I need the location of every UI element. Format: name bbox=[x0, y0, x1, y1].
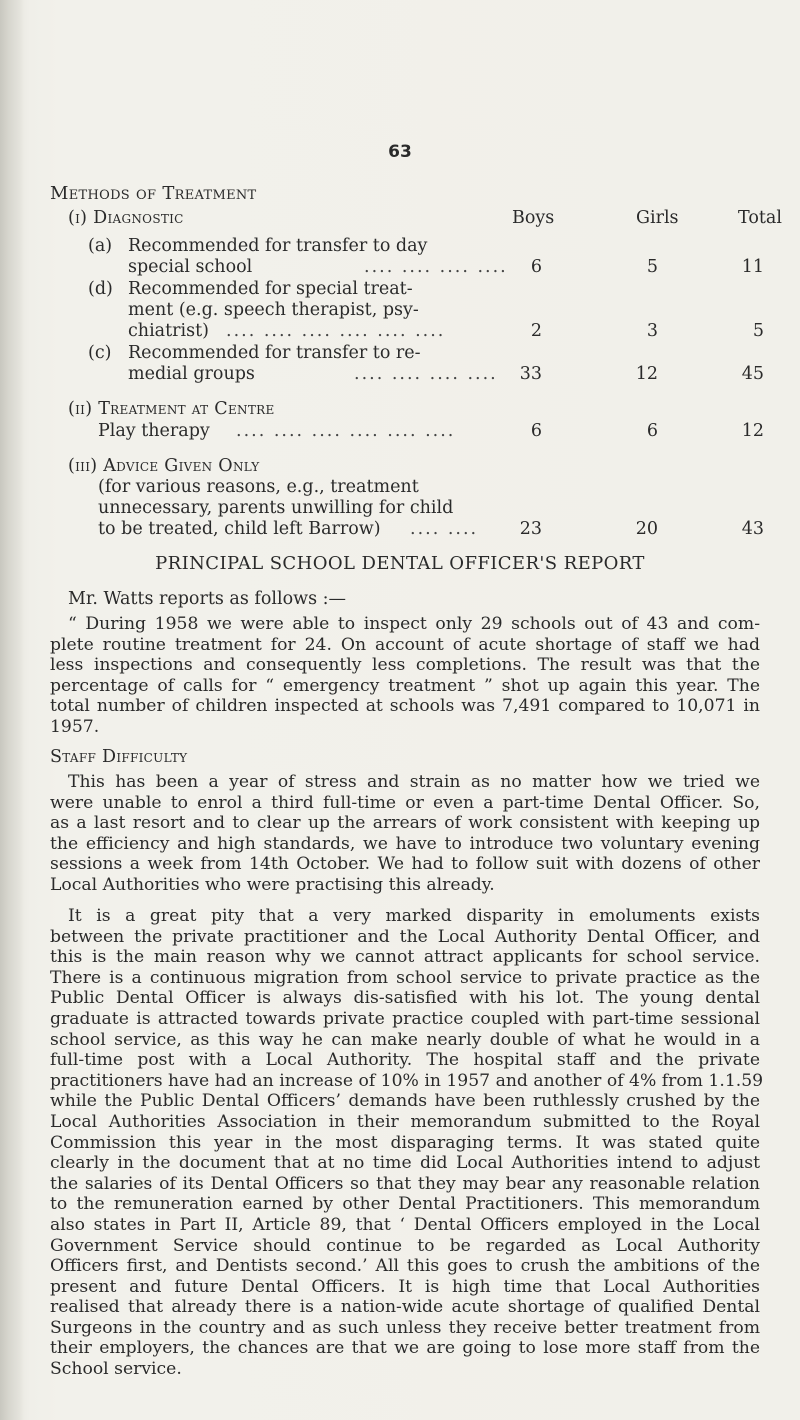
group-heading-treatment-at-centre: (ii) Treatment at Centre bbox=[68, 399, 275, 419]
paragraph-line: Public Dental Officer is always dis-satisfied with his lot. The young dental bbox=[50, 988, 760, 1009]
cell-girls: 3 bbox=[646, 321, 658, 341]
paragraph-line: present and future Dental Officers. It is high time that Local Authorities bbox=[50, 1276, 760, 1297]
cell-total: 11 bbox=[741, 257, 764, 277]
row-label-line: Recommended for transfer to day bbox=[128, 236, 428, 256]
cell-girls: 5 bbox=[646, 257, 658, 277]
column-header-boys: Boys bbox=[512, 208, 555, 228]
paragraph-line: school service, as this way he can make nearly double of what he would in a bbox=[50, 1029, 760, 1050]
paragraph-emoluments bbox=[50, 906, 764, 1380]
paragraph-line: full-time post with a Local Authority. The hospital staff and the private bbox=[50, 1050, 760, 1071]
cell-boys: 6 bbox=[530, 257, 542, 277]
cell-boys: 33 bbox=[519, 364, 542, 384]
leader-dots: .... .... .... .... .... .... bbox=[236, 421, 456, 441]
paragraph-line: while the Public Dental Officers’ demands have been ruthlessly crushed by the bbox=[50, 1091, 760, 1112]
paragraph-line: were unable to enrol a third full-time or even a part-time Dental Officer. So, bbox=[50, 792, 760, 813]
cell-total: 5 bbox=[752, 321, 764, 341]
paragraph-line: graduate is attracted towards private practice coupled with part-time sessional bbox=[50, 1008, 760, 1029]
row-marker: (d) bbox=[88, 279, 113, 299]
paragraph-line: Commission this year in the most disparaging terms. It was stated quite bbox=[50, 1132, 760, 1153]
section-heading: Methods of Treatment bbox=[50, 183, 257, 204]
paragraph-line: Local Authorities Association in their memorandum submitted to the Royal bbox=[50, 1111, 760, 1132]
leader-dots: .... .... .... .... bbox=[364, 257, 508, 277]
group-heading-advice-given-only: (iii) Advice Given Only bbox=[68, 456, 260, 476]
row-label-line: ment (e.g. speech therapist, psy- bbox=[128, 300, 419, 320]
paragraph-line: This has been a year of stress and strain as no matter how we tried we bbox=[68, 772, 760, 792]
paragraph-line: also states in Part II, Article 89, that ‘ Dental Officers employed in the Local bbox=[50, 1214, 760, 1235]
paragraph-line: Surgeons in the country and as such unless they receive better treatment from bbox=[50, 1317, 760, 1338]
leader-dots: .... .... bbox=[410, 519, 479, 539]
paragraph-line: plete routine treatment for 24. On account of acute shortage of staff we had bbox=[50, 634, 760, 655]
paragraph-line: School service. bbox=[50, 1359, 182, 1380]
intro-line: Mr. Watts reports as follows :— bbox=[68, 589, 347, 609]
paragraph-line: practitioners have had an increase of 10% in 1957 and another of 4% from 1.1.59 bbox=[50, 1070, 764, 1091]
paragraph-line: 1957. bbox=[50, 716, 100, 737]
cell-girls: 6 bbox=[646, 421, 658, 441]
cell-total: 45 bbox=[741, 364, 764, 384]
group-heading-diagnostic: (i) Diagnostic bbox=[68, 208, 184, 228]
row-marker: (c) bbox=[88, 343, 112, 363]
paragraph-line: clearly in the document that at no time did Local Authorities intend to adjust bbox=[50, 1153, 760, 1174]
report-title: PRINCIPAL SCHOOL DENTAL OFFICER'S REPORT bbox=[155, 553, 645, 574]
paragraph-line: less inspections and consequently less completions. The result was that the bbox=[50, 655, 760, 676]
row-label-line: Recommended for transfer to re- bbox=[128, 343, 421, 363]
leader-dots: .... .... .... .... .... .... bbox=[226, 321, 446, 341]
subheading-staff-difficulty: Staff Difficulty bbox=[50, 747, 188, 767]
paragraph-line: sessions a week from 14th October. We had to follow suit with dozens of other bbox=[50, 854, 760, 875]
row-label-line: Recommended for special treat- bbox=[128, 279, 413, 299]
paragraph-inspections bbox=[50, 614, 760, 738]
cell-girls: 20 bbox=[635, 519, 658, 539]
paragraph-line: Local Authorities who were practising this already. bbox=[50, 874, 495, 895]
row-label-line: unnecessary, parents unwilling for child bbox=[98, 498, 454, 518]
cell-boys: 6 bbox=[530, 421, 542, 441]
cell-girls: 12 bbox=[635, 364, 658, 384]
paragraph-line: this is the main reason why we cannot attract applicants for school service. bbox=[50, 947, 760, 968]
page-binding-edge bbox=[0, 0, 24, 1420]
row-label-line: chiatrist) bbox=[128, 321, 209, 341]
paragraph-line: between the private practitioner and the Local Authority Dental Officer, and bbox=[50, 926, 760, 947]
paragraph-line: their employers, the chances are that we are going to lose more staff from the bbox=[50, 1338, 760, 1359]
paragraph-line: to the remuneration earned by other Dental Practitioners. This memorandum bbox=[50, 1194, 760, 1215]
cell-total: 12 bbox=[741, 421, 764, 441]
paragraph-line: percentage of calls for “ emergency treatment ” shot up again this year. The bbox=[50, 675, 760, 696]
cell-boys: 2 bbox=[530, 321, 542, 341]
cell-total: 43 bbox=[741, 519, 764, 539]
paragraph-line: the efficiency and high standards, we have to introduce two voluntary evening bbox=[50, 833, 760, 854]
cell-boys: 23 bbox=[519, 519, 542, 539]
paragraph-staff-difficulty bbox=[50, 772, 760, 896]
row-label-line: to be treated, child left Barrow) bbox=[98, 519, 381, 539]
row-label-line: Play therapy bbox=[98, 421, 210, 441]
row-label-line: (for various reasons, e.g., treatment bbox=[98, 477, 419, 497]
page-number: 63 bbox=[388, 142, 412, 162]
paragraph-line: the salaries of its Dental Officers so that they may bear any reasonable relation bbox=[50, 1173, 760, 1194]
leader-dots: .... .... .... .... bbox=[354, 364, 498, 384]
row-label-line: medial groups bbox=[128, 364, 255, 384]
column-header-total: Total bbox=[738, 208, 782, 228]
paragraph-line: as a last resort and to clear up the arrears of work consistent with keeping up bbox=[50, 813, 760, 834]
paragraph-line: Officers first, and Dentists second.’ All this goes to crush the ambitions of the bbox=[50, 1256, 760, 1277]
paragraph-line: There is a continuous migration from school service to private practice as the bbox=[50, 967, 760, 988]
paragraph-line: “ During 1958 we were able to inspect only 29 schools out of 43 and com- bbox=[68, 614, 760, 634]
paragraph-line: total number of children inspected at schools was 7,491 compared to 10,071 in bbox=[50, 696, 760, 717]
row-label-line: special school bbox=[128, 257, 253, 277]
paragraph-line: Government Service should continue to be regarded as Local Authority bbox=[50, 1235, 760, 1256]
column-header-girls: Girls bbox=[636, 208, 679, 228]
row-marker: (a) bbox=[88, 236, 113, 256]
paragraph-line: realised that already there is a nation-wide acute shortage of qualified Dental bbox=[50, 1297, 760, 1318]
paragraph-line: It is a great pity that a very marked disparity in emoluments exists bbox=[68, 906, 760, 926]
